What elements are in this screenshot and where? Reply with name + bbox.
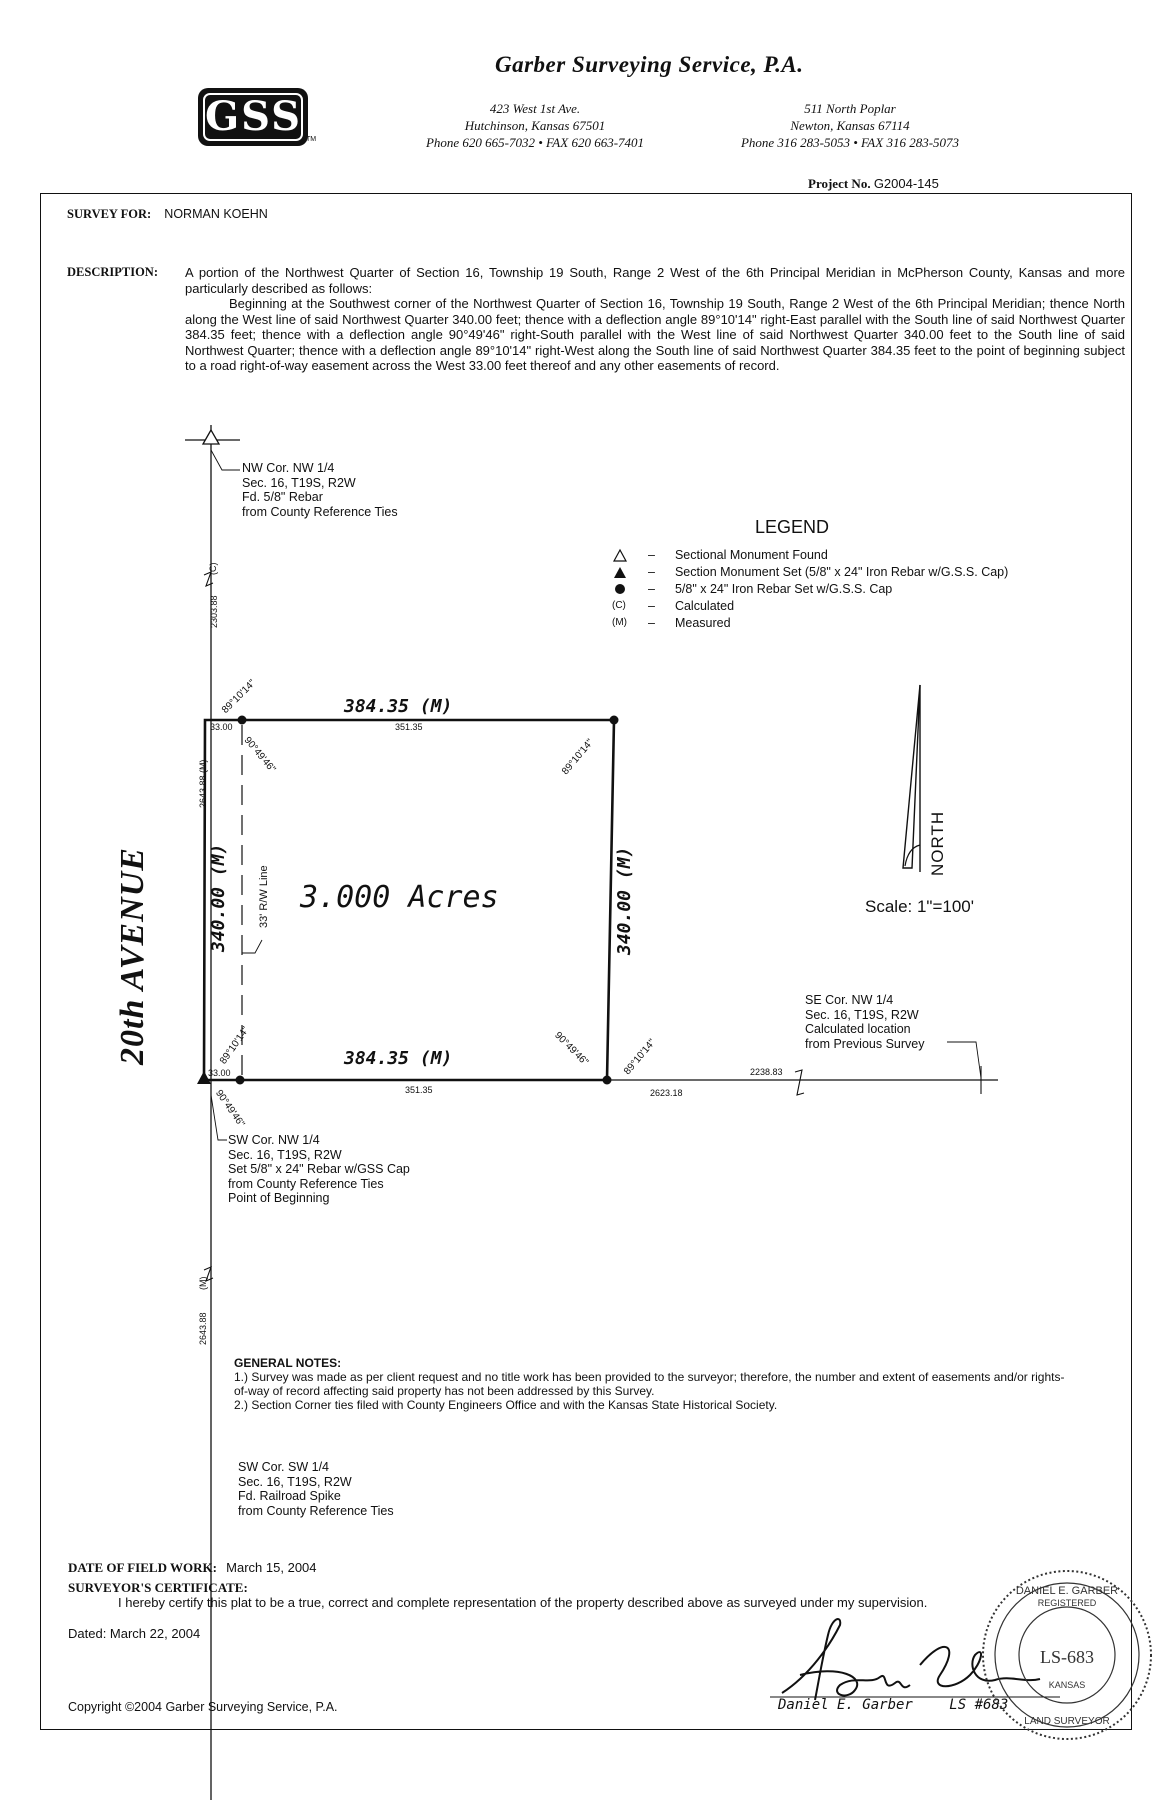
logo-text: GSS	[205, 93, 303, 140]
legend-item	[648, 582, 892, 596]
seal-name: DANIEL E. GARBER	[1015, 1585, 1119, 1597]
se-corner-note	[805, 993, 924, 1051]
company-name: Garber Surveying Service, P.A.	[495, 52, 804, 77]
nw-corner-note	[242, 461, 398, 519]
offset-bottom: 33.00	[208, 1068, 231, 1078]
legend-dash: –	[648, 548, 655, 562]
legend-item	[648, 616, 731, 630]
se-line4: from Previous Survey	[805, 1036, 925, 1051]
project-label: Project No.	[808, 176, 871, 191]
north-arrow-icon	[903, 685, 920, 868]
field-work-date	[68, 1560, 317, 1576]
scale-label: Scale: 1"=100'	[865, 897, 974, 916]
left-dimension: 340.00 (M)	[208, 843, 229, 952]
swsw-line1: SW Cor. SW 1/4	[238, 1460, 329, 1474]
swsw-line3: Fd. Railroad Spike	[238, 1489, 341, 1503]
rebar-set-icon	[603, 1076, 612, 1085]
description-para1: A portion of the Northwest Quarter of Section 16, Township 19 South, Range 2 West of the 6th Principal Meridian in McPherson County, Kansas and more particularly described as follows:	[185, 265, 1125, 296]
top-sub-dimension: 351.35	[395, 722, 423, 732]
note-2: 2.) Section Corner ties filed with County Engineers Office and with the Kansas State Historical Society.	[234, 1398, 778, 1412]
legend-item	[648, 599, 734, 613]
angle-se-outer: 89°10'14"	[622, 1037, 658, 1078]
acreage: 3.000 Acres	[300, 880, 499, 915]
notes-title: GENERAL NOTES:	[234, 1356, 342, 1370]
office2-city: Newton, Kansas 67114	[790, 118, 910, 133]
se-line2: Sec. 16, T19S, R2W	[805, 1007, 919, 1022]
swsw-corner-note	[238, 1460, 394, 1518]
calc-label-north: (C)	[208, 562, 218, 575]
legend-text: Sectional Monument Found	[674, 548, 828, 562]
signer: Daniel E. Garber	[778, 1697, 913, 1713]
north-label: NORTH	[928, 810, 947, 876]
logo-trademark: TM	[306, 136, 317, 143]
description-label: DESCRIPTION:	[67, 265, 158, 279]
se-line3: Calculated location	[805, 1022, 911, 1036]
angle-sw-inner: 89°10'14"	[218, 1024, 252, 1067]
sw-line2: Sec. 16, T19S, R2W	[228, 1147, 342, 1162]
top-dimension: 384.35 (M)	[344, 696, 453, 717]
offset-top: 33.00	[210, 722, 233, 732]
field-work-value: March 15, 2004	[226, 1560, 317, 1575]
legend-found-icon	[614, 550, 626, 561]
bottom-dimension: 384.35 (M)	[344, 1048, 453, 1069]
seal-role: LAND SURVEYOR	[1024, 1716, 1110, 1727]
dist-2303: 2303.88	[209, 595, 219, 628]
sw-line5: Point of Beginning	[228, 1191, 330, 1205]
rebar-set-icon	[238, 716, 247, 725]
certificate-text: I hereby certify this plat to be a true, correct and complete representation of the property described above as surveyed under my supervision.	[118, 1595, 928, 1610]
legend-set-icon	[614, 567, 626, 578]
certificate-label: SURVEYOR'S CERTIFICATE:	[68, 1580, 248, 1595]
office2-phone: Phone 316 283-5053 • FAX 316 283-5073	[740, 135, 960, 150]
meas-label-south: (M)	[198, 1276, 208, 1290]
se-line1: SE Cor. NW 1/4	[805, 993, 894, 1007]
legend-text: Calculated	[674, 599, 735, 613]
survey-for-value: NORMAN KOEHN	[164, 207, 268, 221]
seal-license: LS-683	[1040, 1647, 1094, 1667]
right-dimension: 340.00 (M)	[614, 846, 635, 955]
road-name: 20th AVENUE	[114, 847, 151, 1065]
certificate-dated: Dated: March 22, 2004	[68, 1626, 201, 1641]
legend-text: Section Monument Set (5/8" x 24" Iron Rebar w/G.S.S. Cap)	[674, 565, 1009, 579]
legend-text: Measured	[674, 616, 731, 630]
rebar-set-icon	[236, 1076, 245, 1085]
angle-sw-outer: 90°49'46"	[212, 1088, 247, 1130]
project-value: G2004-145	[873, 176, 939, 191]
legend-symbol-calc: (C)	[612, 600, 626, 611]
office2-street: 511 North Poplar	[804, 101, 896, 116]
legend-dash: –	[648, 599, 655, 613]
nw-line4: from County Reference Ties	[242, 504, 398, 519]
field-work-label: DATE OF FIELD WORK:	[68, 1560, 217, 1575]
legend-item	[648, 565, 1008, 579]
angle-nw-outer: 89°10'14"	[220, 677, 259, 716]
legend-rebar-icon	[615, 584, 625, 594]
bottom-sub-dimension: 351.35	[405, 1085, 433, 1095]
sw-line3: Set 5/8" x 24" Rebar w/GSS Cap	[228, 1162, 410, 1176]
swsw-line4: from County Reference Ties	[238, 1503, 394, 1518]
survey-for-label: SURVEY FOR:	[67, 207, 152, 221]
signer-license: LS #683	[949, 1697, 1009, 1713]
seal-registered: REGISTERED	[1037, 1598, 1097, 1608]
dist-2643-m: 2643.88 (M)	[198, 759, 208, 808]
surveyor-seal-icon	[978, 1566, 1156, 1744]
description-para2: Beginning at the Southwest corner of the Northwest Quarter of Section 16, Township 19 South, Range 2 West of the 6th Principal Meridian; thence North along the West line of said Northwest Quarter 340.00 feet; thence with a deflection angle 89°10'14" right-East parallel with the South line of said Northwest Quarter 384.35 feet; thence with a deflection angle 90°49'46" right-South parallel with the West line of said Northwest Quarter 340.00 feet to the South line of said Northwest Quarter; thence with a deflection angle 89°10'14" right-West along the South line of said Northwest Quarter 384.35 feet to the point of beginning subject to a road right-of-way easement across the West 33.00 feet thereof and any other easements of record.	[185, 296, 1125, 373]
note-1: 1.) Survey was made as per client request and no title work has been provided to the surveyor; therefore, the number and extent of easements and/or rights-of-way of record affecting said property has not been addressed by this Survey.	[234, 1370, 1065, 1398]
legend-item	[648, 548, 828, 562]
legend-dash: –	[648, 565, 655, 579]
office1-phone: Phone 620 665-7032 • FAX 620 663-7401	[425, 135, 645, 150]
dist-2643: 2643.88	[198, 1312, 208, 1345]
angle-nw-inner: 90°49'46"	[241, 735, 278, 775]
dist-2238: 2238.83	[750, 1067, 783, 1077]
rw-line-label: 33' R/W Line	[258, 865, 270, 928]
signer-name	[778, 1697, 1008, 1713]
general-notes	[234, 1356, 1074, 1412]
angle-se-inner: 90°49'46"	[552, 1030, 591, 1069]
angle-ne: 89°10'14"	[560, 737, 596, 778]
nw-monument-found-icon	[203, 430, 219, 444]
office1-street: 423 West 1st Ave.	[489, 101, 581, 116]
office1-city: Hutchinson, Kansas 67501	[464, 118, 606, 133]
rebar-set-icon	[610, 716, 619, 725]
nw-line2: Sec. 16, T19S, R2W	[242, 475, 356, 490]
nw-line3: Fd. 5/8" Rebar	[242, 490, 323, 504]
sw-corner-note	[228, 1133, 410, 1206]
legend-symbol-meas: (M)	[612, 617, 627, 628]
seal-state: KANSAS	[1048, 1680, 1086, 1690]
legend-dash: –	[648, 582, 655, 596]
swsw-line2: Sec. 16, T19S, R2W	[238, 1474, 352, 1489]
legend-text: 5/8" x 24" Iron Rebar Set w/G.S.S. Cap	[674, 582, 893, 596]
legend-title: LEGEND	[755, 517, 830, 537]
sw-line4: from County Reference Ties	[228, 1176, 384, 1191]
legend-dash: –	[648, 616, 655, 630]
copyright: Copyright ©2004 Garber Surveying Service, P.A.	[68, 1700, 338, 1714]
nw-line1: NW Cor. NW 1/4	[242, 461, 335, 475]
dist-2623: 2623.18	[650, 1088, 683, 1098]
sw-line1: SW Cor. NW 1/4	[228, 1133, 320, 1147]
